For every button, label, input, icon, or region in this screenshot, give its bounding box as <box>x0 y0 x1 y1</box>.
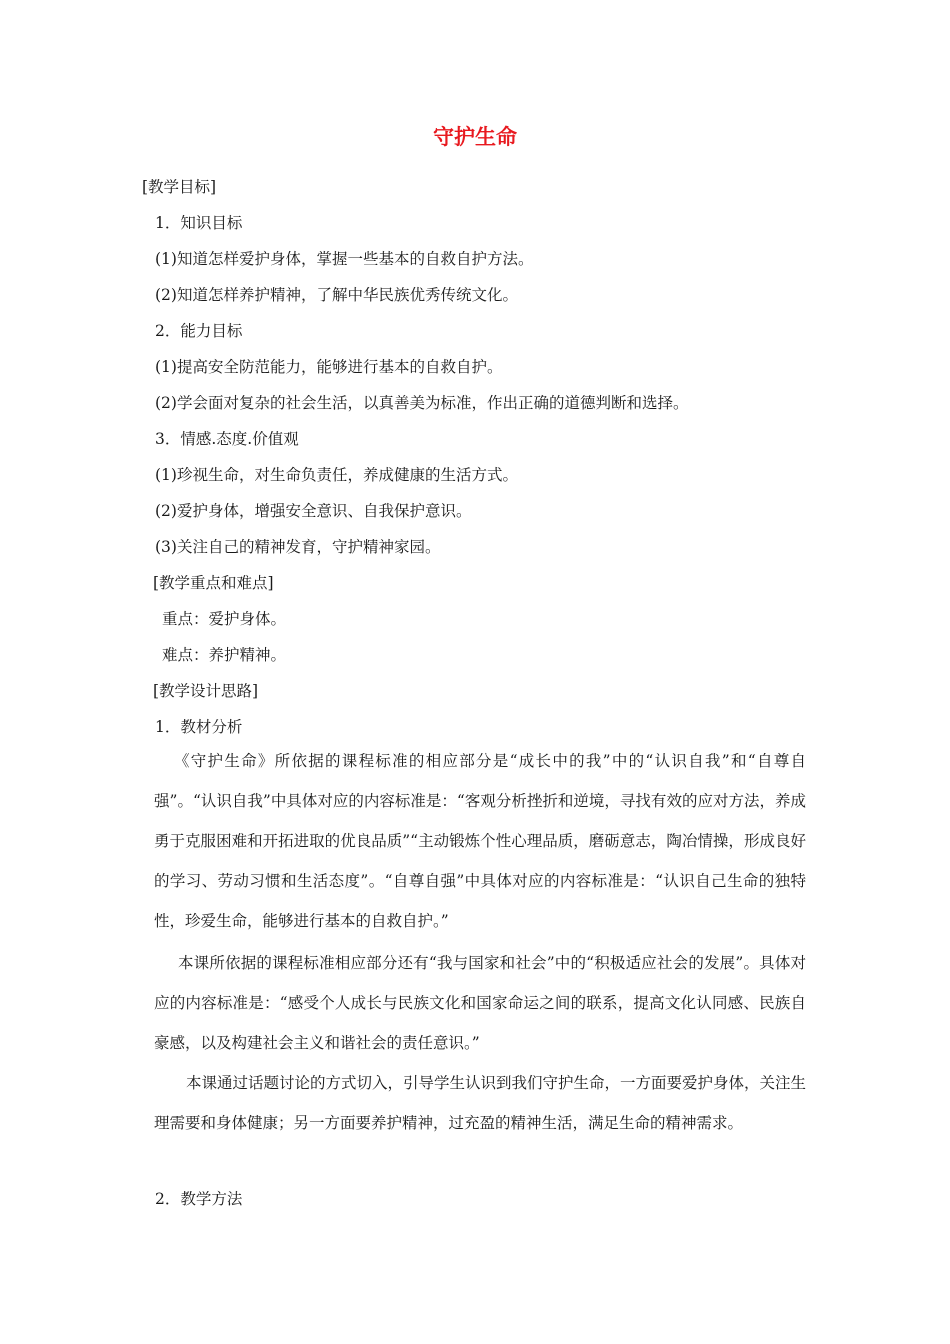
emotion-item-1: (1)珍视生命，对生命负责任，养成健康的生活方式。 <box>155 466 518 484</box>
ability-heading: 2．能力目标 <box>155 322 243 340</box>
difficult-point: 难点：养护精神。 <box>162 646 287 664</box>
ability-item-2: (2)学会面对复杂的社会生活，以真善美为标准，作出正确的道德判断和选择。 <box>155 394 689 412</box>
knowledge-item-1: (1)知道怎样爱护身体，掌握一些基本的自救自护方法。 <box>155 250 534 268</box>
goals-heading: [教学目标] <box>142 178 217 196</box>
emotion-item-3: (3)关注自己的精神发育，守护精神家园。 <box>155 538 441 556</box>
paragraph-1: 《守护生命》所依据的课程标准的相应部分是“成长中的我”中的“认识自我”和“自尊自强”。“认识自我”中具体对应的内容标准是：“客观分析挫折和逆境，寻找有效的应对方法，养成勇于克服困难和开拓进取的优良品质”“主动锻炼个性心理品质，磨砺意志，陶冶情操，形成良好的学习、劳动习惯和生活态度”。“自尊自强”中具体对应的内容标准是：“认识自己生命的独特性，珍爱生命，能够进行基本的自救自护。” <box>154 752 806 930</box>
paragraph-2: 本课所依据的课程标准相应部分还有“我与国家和社会”中的“积极适应社会的发展”。具体对应的内容标准是：“感受个人成长与民族文化和国家命运之间的联系，提高文化认同感、民族自豪感，以及构建社会主义和谐社会的责任意识。” <box>154 954 806 1052</box>
emotion-item-2: (2)爱护身体，增强安全意识、自我保护意识。 <box>155 502 472 520</box>
page-title: 守护生命 <box>433 124 517 149</box>
key-point: 重点：爱护身体。 <box>162 610 287 628</box>
material-heading: 1．教材分析 <box>155 718 243 736</box>
knowledge-item-2: (2)知道怎样养护精神，了解中华民族优秀传统文化。 <box>155 286 518 304</box>
design-heading: [教学设计思路] <box>153 682 259 700</box>
emotion-heading: 3．情感.态度.价值观 <box>155 430 299 448</box>
key-heading: [教学重点和难点] <box>153 574 274 592</box>
method-heading: 2．教学方法 <box>155 1190 243 1208</box>
knowledge-heading: 1．知识目标 <box>155 214 243 232</box>
ability-item-1: (1)提高安全防范能力，能够进行基本的自救自护。 <box>155 358 503 376</box>
paragraph-3: 本课通过话题讨论的方式切入，引导学生认识到我们守护生命，一方面要爱护身体，关注生理需要和身体健康；另一方面要养护精神，过充盈的精神生活，满足生命的精神需求。 <box>154 1074 807 1132</box>
